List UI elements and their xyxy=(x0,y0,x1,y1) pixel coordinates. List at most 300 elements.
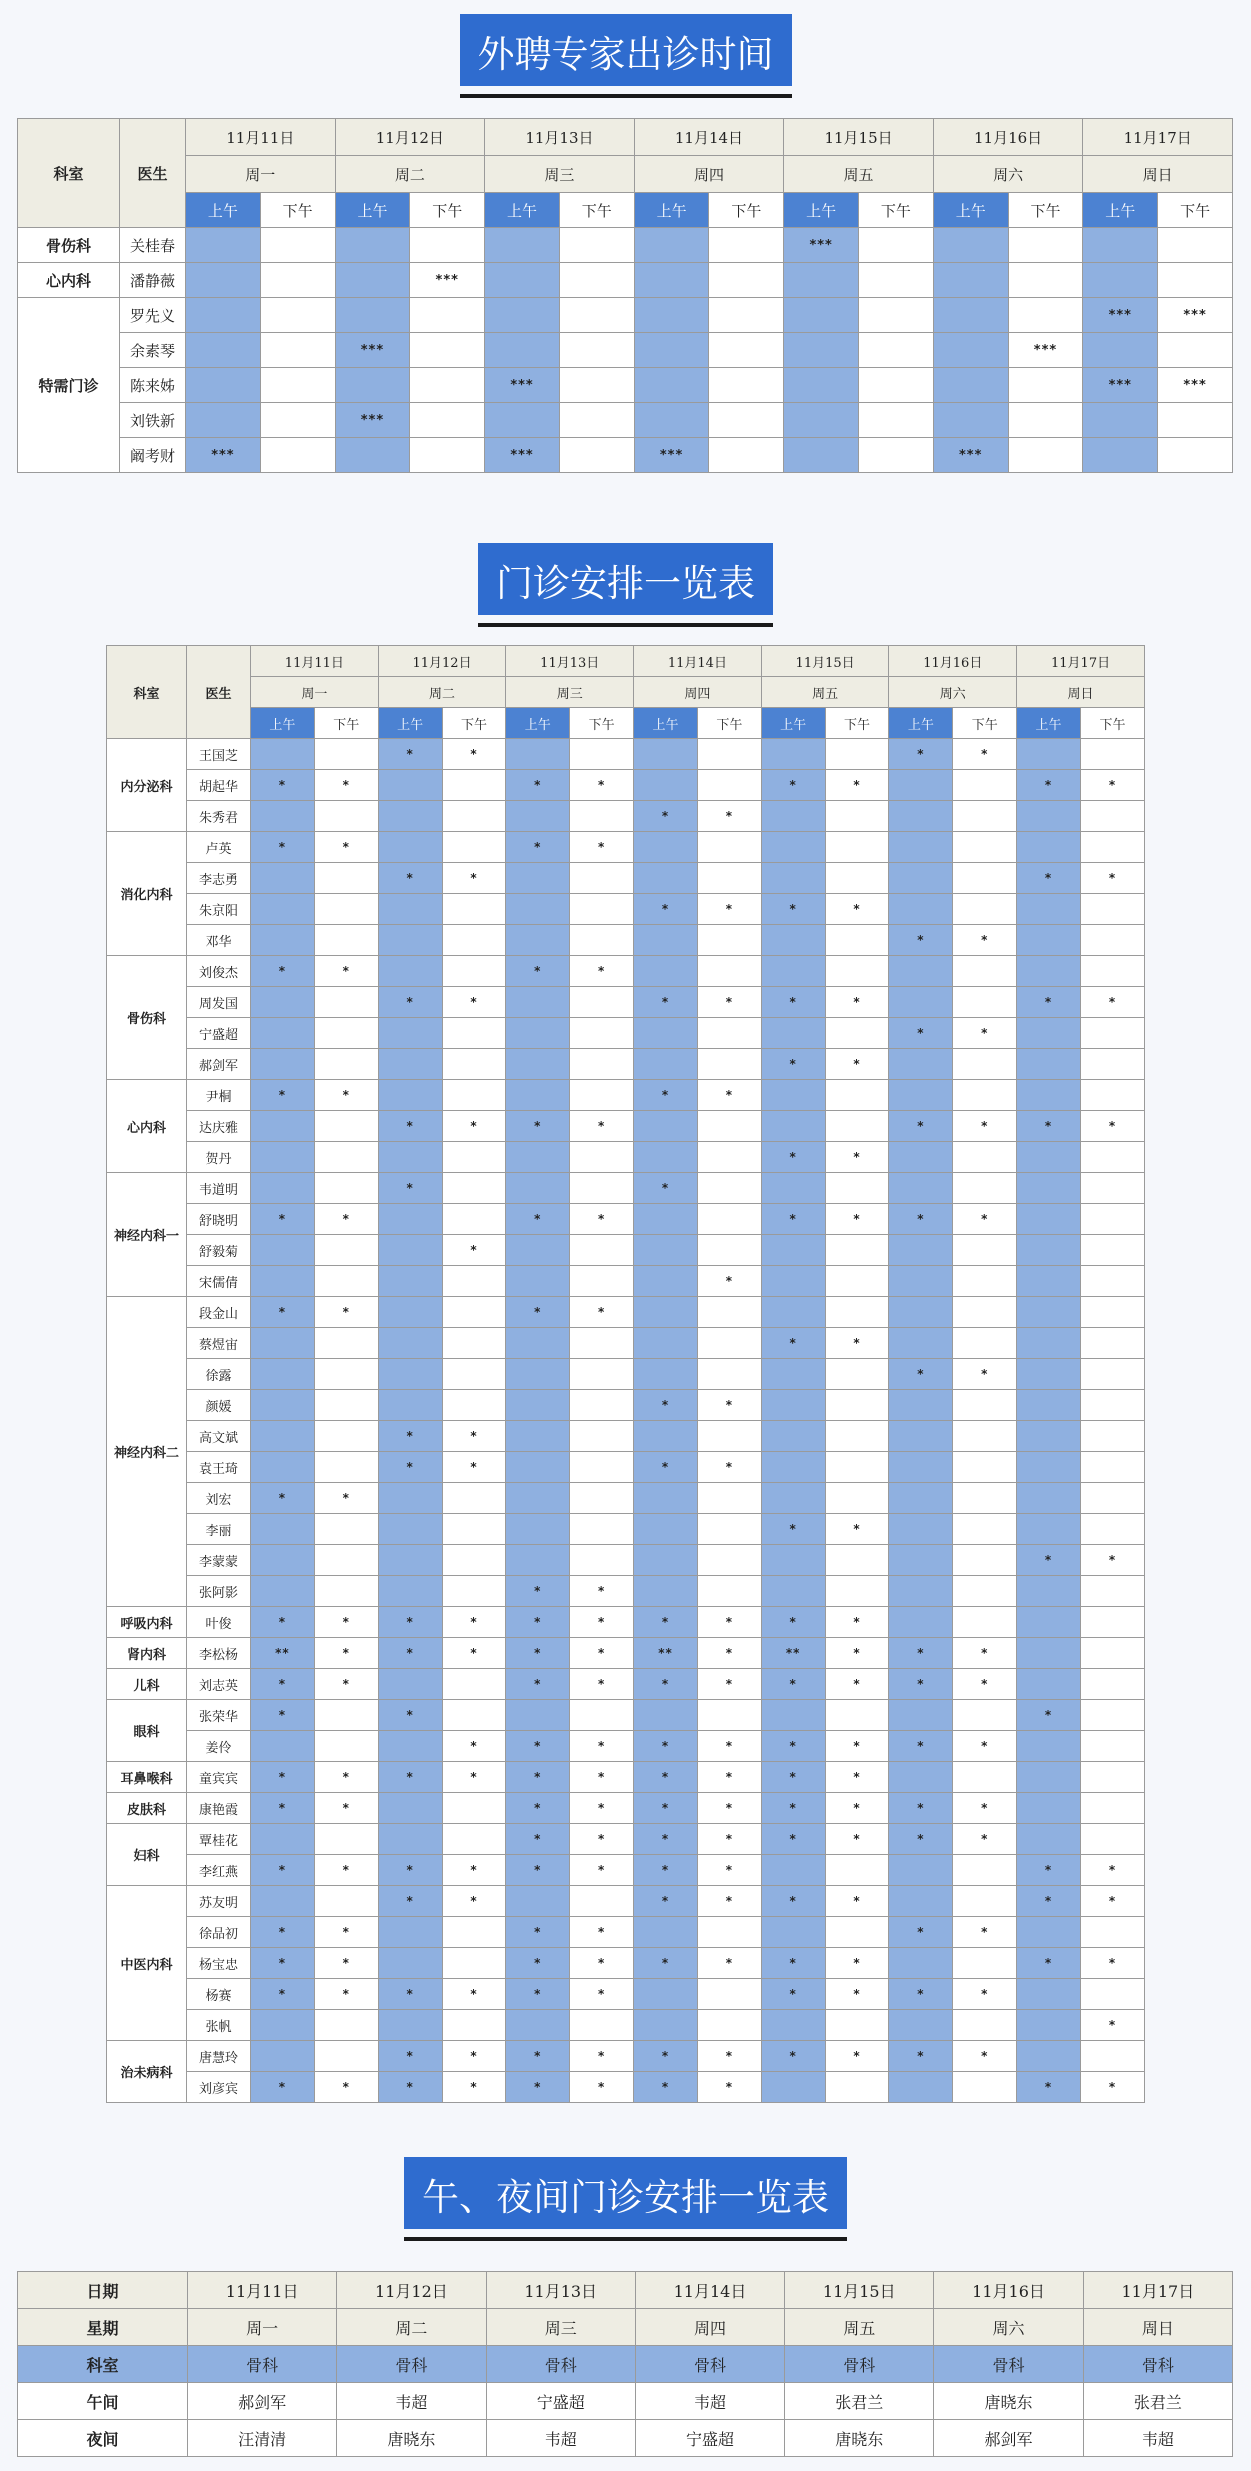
slot-cell xyxy=(634,228,709,263)
slot-cell xyxy=(251,987,315,1018)
slot-cell xyxy=(634,1700,698,1731)
slot-cell xyxy=(953,1514,1017,1545)
slot-cell xyxy=(186,403,261,438)
schedule-row xyxy=(107,1979,1145,2010)
slot-cell: * xyxy=(1080,987,1144,1018)
slot-cell xyxy=(314,1111,378,1142)
slot-cell: * xyxy=(378,2072,442,2103)
slot-cell xyxy=(1080,1607,1144,1638)
slot-cell xyxy=(859,403,934,438)
am-header: 上午 xyxy=(933,193,1008,228)
slot-cell: * xyxy=(634,1855,698,1886)
slot-cell xyxy=(442,1142,506,1173)
slot-cell xyxy=(825,801,889,832)
slot-cell: *** xyxy=(933,438,1008,473)
slot-cell: * xyxy=(570,1917,634,1948)
slot-cell xyxy=(570,1173,634,1204)
noon-cell: 韦超 xyxy=(635,2383,784,2420)
slot-cell: * xyxy=(378,987,442,1018)
schedule-row xyxy=(107,832,1145,863)
dept-cell: 骨科 xyxy=(785,2346,934,2383)
doctor-cell: 刘铁新 xyxy=(120,403,186,438)
doctor-cell: 王国芝 xyxy=(187,739,251,770)
noon-cell: 唐晓东 xyxy=(934,2383,1083,2420)
slot-cell: * xyxy=(953,1638,1017,1669)
slot-cell: * xyxy=(570,1762,634,1793)
slot-cell xyxy=(697,2010,761,2041)
slot-cell: * xyxy=(314,1669,378,1700)
slot-cell: * xyxy=(634,1669,698,1700)
slot-cell xyxy=(570,894,634,925)
slot-cell: * xyxy=(442,1731,506,1762)
slot-cell xyxy=(825,925,889,956)
slot-cell xyxy=(251,1359,315,1390)
slot-cell: * xyxy=(570,1607,634,1638)
doctor-cell: 邓华 xyxy=(187,925,251,956)
slot-cell xyxy=(251,1545,315,1576)
noon-cell: 郝剑军 xyxy=(188,2383,337,2420)
slot-cell: * xyxy=(825,1607,889,1638)
slot-cell xyxy=(1017,1266,1081,1297)
slot-cell: * xyxy=(570,832,634,863)
slot-cell xyxy=(761,925,825,956)
doctor-cell: 李丽 xyxy=(187,1514,251,1545)
slot-cell xyxy=(378,832,442,863)
slot-cell xyxy=(570,863,634,894)
slot-cell xyxy=(410,228,485,263)
slot-cell xyxy=(506,1328,570,1359)
dept-cell: 肾内科 xyxy=(107,1638,187,1669)
slot-cell xyxy=(1017,1762,1081,1793)
slot-cell: *** xyxy=(410,263,485,298)
slot-cell xyxy=(506,863,570,894)
slot-cell: * xyxy=(378,1638,442,1669)
slot-cell xyxy=(506,925,570,956)
slot-cell xyxy=(260,298,335,333)
dept-cell: 骨伤科 xyxy=(107,956,187,1080)
slot-cell xyxy=(378,1142,442,1173)
slot-cell: * xyxy=(761,1669,825,1700)
schedule-row xyxy=(107,1266,1145,1297)
date-cell: 11月16日 xyxy=(934,2272,1083,2309)
slot-cell: * xyxy=(506,1111,570,1142)
slot-cell: * xyxy=(697,1638,761,1669)
doctor-cell: 袁王琦 xyxy=(187,1452,251,1483)
slot-cell xyxy=(889,801,953,832)
slot-cell xyxy=(634,739,698,770)
slot-cell xyxy=(889,1080,953,1111)
slot-cell: * xyxy=(634,1452,698,1483)
slot-cell xyxy=(251,1049,315,1080)
slot-cell xyxy=(761,832,825,863)
schedule-row xyxy=(18,263,1233,298)
schedule-row xyxy=(18,368,1233,403)
slot-cell xyxy=(634,1204,698,1235)
slot-cell xyxy=(953,1297,1017,1328)
night-cell: 宁盛超 xyxy=(635,2420,784,2457)
slot-cell xyxy=(485,333,560,368)
slot-cell xyxy=(378,1266,442,1297)
slot-cell xyxy=(1080,1824,1144,1855)
slot-cell: * xyxy=(570,1204,634,1235)
slot-cell xyxy=(889,1235,953,1266)
schedule-row xyxy=(107,1111,1145,1142)
dept-cell: 中医内科 xyxy=(107,1886,187,2041)
slot-cell: *** xyxy=(335,403,410,438)
slot-cell: * xyxy=(251,1917,315,1948)
slot-cell: * xyxy=(570,1793,634,1824)
slot-cell: * xyxy=(953,1204,1017,1235)
slot-cell xyxy=(1080,1328,1144,1359)
slot-cell xyxy=(953,801,1017,832)
slot-cell xyxy=(506,1359,570,1390)
slot-cell xyxy=(1017,2010,1081,2041)
slot-cell xyxy=(442,770,506,801)
noon-night-row-weekday xyxy=(18,2309,1233,2346)
weekday-header: 周二 xyxy=(335,156,485,193)
slot-cell: ** xyxy=(634,1638,698,1669)
row-label-dept: 科室 xyxy=(18,2346,188,2383)
slot-cell: * xyxy=(570,1948,634,1979)
slot-cell xyxy=(1017,1514,1081,1545)
slot-cell xyxy=(1008,403,1083,438)
slot-cell: * xyxy=(378,1855,442,1886)
slot-cell xyxy=(570,1452,634,1483)
slot-cell xyxy=(825,2072,889,2103)
slot-cell xyxy=(559,368,634,403)
slot-cell xyxy=(1017,1669,1081,1700)
slot-cell xyxy=(314,1731,378,1762)
slot-cell xyxy=(761,1483,825,1514)
slot-cell: * xyxy=(314,1948,378,1979)
slot-cell xyxy=(1017,1607,1081,1638)
slot-cell xyxy=(634,1328,698,1359)
slot-cell xyxy=(825,1390,889,1421)
slot-cell xyxy=(634,1359,698,1390)
slot-cell xyxy=(442,1576,506,1607)
slot-cell xyxy=(506,739,570,770)
slot-cell xyxy=(570,1390,634,1421)
slot-cell xyxy=(570,739,634,770)
slot-cell xyxy=(260,403,335,438)
slot-cell xyxy=(442,1204,506,1235)
slot-cell: *** xyxy=(186,438,261,473)
am-header: 上午 xyxy=(485,193,560,228)
slot-cell: * xyxy=(570,1979,634,2010)
doctor-cell: 罗先义 xyxy=(120,298,186,333)
slot-cell xyxy=(889,1545,953,1576)
slot-cell xyxy=(314,1700,378,1731)
slot-cell xyxy=(378,1328,442,1359)
slot-cell xyxy=(889,1948,953,1979)
slot-cell xyxy=(1017,956,1081,987)
slot-cell: * xyxy=(251,956,315,987)
slot-cell: * xyxy=(761,2041,825,2072)
slot-cell: *** xyxy=(1158,368,1233,403)
slot-cell xyxy=(335,368,410,403)
slot-cell: *** xyxy=(1008,333,1083,368)
slot-cell: *** xyxy=(485,438,560,473)
slot-cell: * xyxy=(442,2041,506,2072)
slot-cell: * xyxy=(1080,1886,1144,1917)
slot-cell xyxy=(1158,333,1233,368)
slot-cell xyxy=(825,1700,889,1731)
slot-cell xyxy=(559,298,634,333)
slot-cell xyxy=(634,1421,698,1452)
slot-cell: * xyxy=(953,1359,1017,1390)
slot-cell xyxy=(485,228,560,263)
slot-cell xyxy=(761,1080,825,1111)
slot-cell xyxy=(697,863,761,894)
slot-cell xyxy=(506,2010,570,2041)
slot-cell xyxy=(761,1235,825,1266)
slot-cell xyxy=(889,1421,953,1452)
slot-cell: * xyxy=(825,1762,889,1793)
slot-cell xyxy=(251,1235,315,1266)
schedule-row xyxy=(107,1731,1145,1762)
slot-cell xyxy=(1080,1483,1144,1514)
slot-cell xyxy=(378,2010,442,2041)
slot-cell xyxy=(570,1483,634,1514)
am-header: 上午 xyxy=(634,193,709,228)
slot-cell xyxy=(1017,1731,1081,1762)
slot-cell: * xyxy=(570,1638,634,1669)
slot-cell xyxy=(506,1886,570,1917)
slot-cell xyxy=(570,2010,634,2041)
slot-cell xyxy=(1080,1514,1144,1545)
slot-cell xyxy=(889,894,953,925)
doctor-cell: 张荣华 xyxy=(187,1700,251,1731)
slot-cell xyxy=(251,1514,315,1545)
slot-cell xyxy=(889,2010,953,2041)
slot-cell xyxy=(697,925,761,956)
slot-cell xyxy=(570,1080,634,1111)
slot-cell: * xyxy=(251,2072,315,2103)
slot-cell xyxy=(378,1917,442,1948)
slot-cell: * xyxy=(506,1731,570,1762)
weekday-header: 周一 xyxy=(186,156,336,193)
slot-cell: * xyxy=(251,770,315,801)
slot-cell xyxy=(859,298,934,333)
slot-cell xyxy=(889,1297,953,1328)
slot-cell xyxy=(314,739,378,770)
dept-header: 科室 xyxy=(107,646,187,739)
slot-cell: * xyxy=(378,2041,442,2072)
slot-cell xyxy=(251,1328,315,1359)
slot-cell xyxy=(953,2010,1017,2041)
slot-cell xyxy=(1080,1979,1144,2010)
weekday-header: 周三 xyxy=(506,677,634,708)
schedule-row xyxy=(107,1824,1145,1855)
slot-cell xyxy=(825,1359,889,1390)
slot-cell: * xyxy=(697,1390,761,1421)
slot-cell xyxy=(825,1917,889,1948)
doctor-cell: 贺丹 xyxy=(187,1142,251,1173)
slot-cell xyxy=(1080,956,1144,987)
doctor-cell: 童宾宾 xyxy=(187,1762,251,1793)
doctor-cell: 李蒙蒙 xyxy=(187,1545,251,1576)
slot-cell: * xyxy=(825,1328,889,1359)
slot-cell: * xyxy=(251,1607,315,1638)
slot-cell xyxy=(889,1514,953,1545)
slot-cell xyxy=(251,1266,315,1297)
slot-cell: * xyxy=(889,1917,953,1948)
date-header: 11月15日 xyxy=(784,119,934,156)
slot-cell: * xyxy=(314,1917,378,1948)
slot-cell xyxy=(335,263,410,298)
slot-cell: * xyxy=(442,1762,506,1793)
slot-cell: * xyxy=(1080,863,1144,894)
slot-cell xyxy=(378,925,442,956)
slot-cell: * xyxy=(570,1576,634,1607)
slot-cell xyxy=(953,1576,1017,1607)
slot-cell xyxy=(1080,2041,1144,2072)
slot-cell: * xyxy=(697,1948,761,1979)
slot-cell xyxy=(933,403,1008,438)
slot-cell: * xyxy=(761,987,825,1018)
slot-cell xyxy=(697,1421,761,1452)
slot-cell xyxy=(825,1297,889,1328)
row-label-date: 日期 xyxy=(18,2272,188,2309)
slot-cell xyxy=(378,1359,442,1390)
weekday-header: 周四 xyxy=(634,677,762,708)
slot-cell: * xyxy=(953,1824,1017,1855)
slot-cell xyxy=(506,1142,570,1173)
slot-cell xyxy=(251,1824,315,1855)
slot-cell: * xyxy=(825,1731,889,1762)
slot-cell xyxy=(634,368,709,403)
slot-cell xyxy=(1083,438,1158,473)
slot-cell xyxy=(251,1173,315,1204)
dept-cell: 消化内科 xyxy=(107,832,187,956)
weekday-header: 周二 xyxy=(378,677,506,708)
slot-cell xyxy=(634,2010,698,2041)
schedule-row xyxy=(107,1421,1145,1452)
am-header: 上午 xyxy=(634,708,698,739)
slot-cell: * xyxy=(761,1948,825,1979)
slot-cell: * xyxy=(1017,1948,1081,1979)
slot-cell xyxy=(697,1235,761,1266)
slot-cell: * xyxy=(506,1793,570,1824)
slot-cell xyxy=(1017,1979,1081,2010)
slot-cell xyxy=(378,770,442,801)
slot-cell: * xyxy=(314,1080,378,1111)
slot-cell xyxy=(314,1452,378,1483)
slot-cell xyxy=(506,1266,570,1297)
slot-cell xyxy=(953,1328,1017,1359)
slot-cell: * xyxy=(251,1762,315,1793)
slot-cell xyxy=(953,863,1017,894)
weekday-cell: 周四 xyxy=(635,2309,784,2346)
schedule-row xyxy=(107,1948,1145,1979)
slot-cell xyxy=(251,1142,315,1173)
slot-cell xyxy=(953,1421,1017,1452)
slot-cell: * xyxy=(442,1421,506,1452)
slot-cell: * xyxy=(761,1514,825,1545)
slot-cell xyxy=(825,1576,889,1607)
doctor-cell: 李松杨 xyxy=(187,1638,251,1669)
slot-cell: * xyxy=(1080,1948,1144,1979)
doctor-header: 医生 xyxy=(120,119,186,228)
slot-cell xyxy=(953,1452,1017,1483)
slot-cell xyxy=(1017,894,1081,925)
slot-cell xyxy=(697,1514,761,1545)
slot-cell: * xyxy=(825,1948,889,1979)
slot-cell xyxy=(442,1669,506,1700)
slot-cell xyxy=(251,2041,315,2072)
slot-cell: * xyxy=(889,1731,953,1762)
noon-night-row-dept xyxy=(18,2346,1233,2383)
slot-cell xyxy=(314,1235,378,1266)
slot-cell: * xyxy=(251,1297,315,1328)
slot-cell xyxy=(570,1328,634,1359)
slot-cell xyxy=(314,1266,378,1297)
weekday-header: 周六 xyxy=(933,156,1083,193)
slot-cell: * xyxy=(442,2072,506,2103)
slot-cell xyxy=(1080,1700,1144,1731)
slot-cell: * xyxy=(442,739,506,770)
slot-cell xyxy=(1008,368,1083,403)
doctor-cell: 杨赛 xyxy=(187,1979,251,2010)
slot-cell: * xyxy=(634,1173,698,1204)
slot-cell xyxy=(506,1235,570,1266)
slot-cell: * xyxy=(506,1297,570,1328)
slot-cell xyxy=(1158,263,1233,298)
slot-cell xyxy=(1080,1731,1144,1762)
slot-cell: * xyxy=(314,1762,378,1793)
pm-header: 下午 xyxy=(559,193,634,228)
slot-cell: * xyxy=(761,894,825,925)
dept-cell: 神经内科一 xyxy=(107,1173,187,1297)
slot-cell: * xyxy=(825,1886,889,1917)
slot-cell xyxy=(260,333,335,368)
schedule-row xyxy=(107,1049,1145,1080)
slot-cell xyxy=(634,1142,698,1173)
weekday-header: 周日 xyxy=(1083,156,1233,193)
doctor-cell: 唐慧玲 xyxy=(187,2041,251,2072)
slot-cell xyxy=(485,263,560,298)
slot-cell xyxy=(1008,263,1083,298)
slot-cell xyxy=(825,956,889,987)
doctor-cell: 舒晓明 xyxy=(187,1204,251,1235)
date-cell: 11月14日 xyxy=(635,2272,784,2309)
am-header: 上午 xyxy=(251,708,315,739)
slot-cell xyxy=(251,2010,315,2041)
slot-cell: * xyxy=(378,863,442,894)
slot-cell: * xyxy=(251,1979,315,2010)
dept-cell: 特需门诊 xyxy=(18,298,120,473)
slot-cell xyxy=(825,863,889,894)
slot-cell: * xyxy=(378,1452,442,1483)
slot-cell: * xyxy=(825,1793,889,1824)
doctor-cell: 宋儒倩 xyxy=(187,1266,251,1297)
row-label-night: 夜间 xyxy=(18,2420,188,2457)
date-header: 11月16日 xyxy=(889,646,1017,677)
slot-cell xyxy=(251,1886,315,1917)
slot-cell xyxy=(859,333,934,368)
schedule-row xyxy=(107,1204,1145,1235)
slot-cell xyxy=(314,1328,378,1359)
dept-cell: 治未病科 xyxy=(107,2041,187,2103)
slot-cell: * xyxy=(634,1607,698,1638)
slot-cell xyxy=(825,739,889,770)
slot-cell: * xyxy=(953,1018,1017,1049)
slot-cell: * xyxy=(506,2041,570,2072)
slot-cell: * xyxy=(506,1669,570,1700)
slot-cell xyxy=(251,739,315,770)
slot-cell xyxy=(442,2010,506,2041)
slot-cell: * xyxy=(697,987,761,1018)
